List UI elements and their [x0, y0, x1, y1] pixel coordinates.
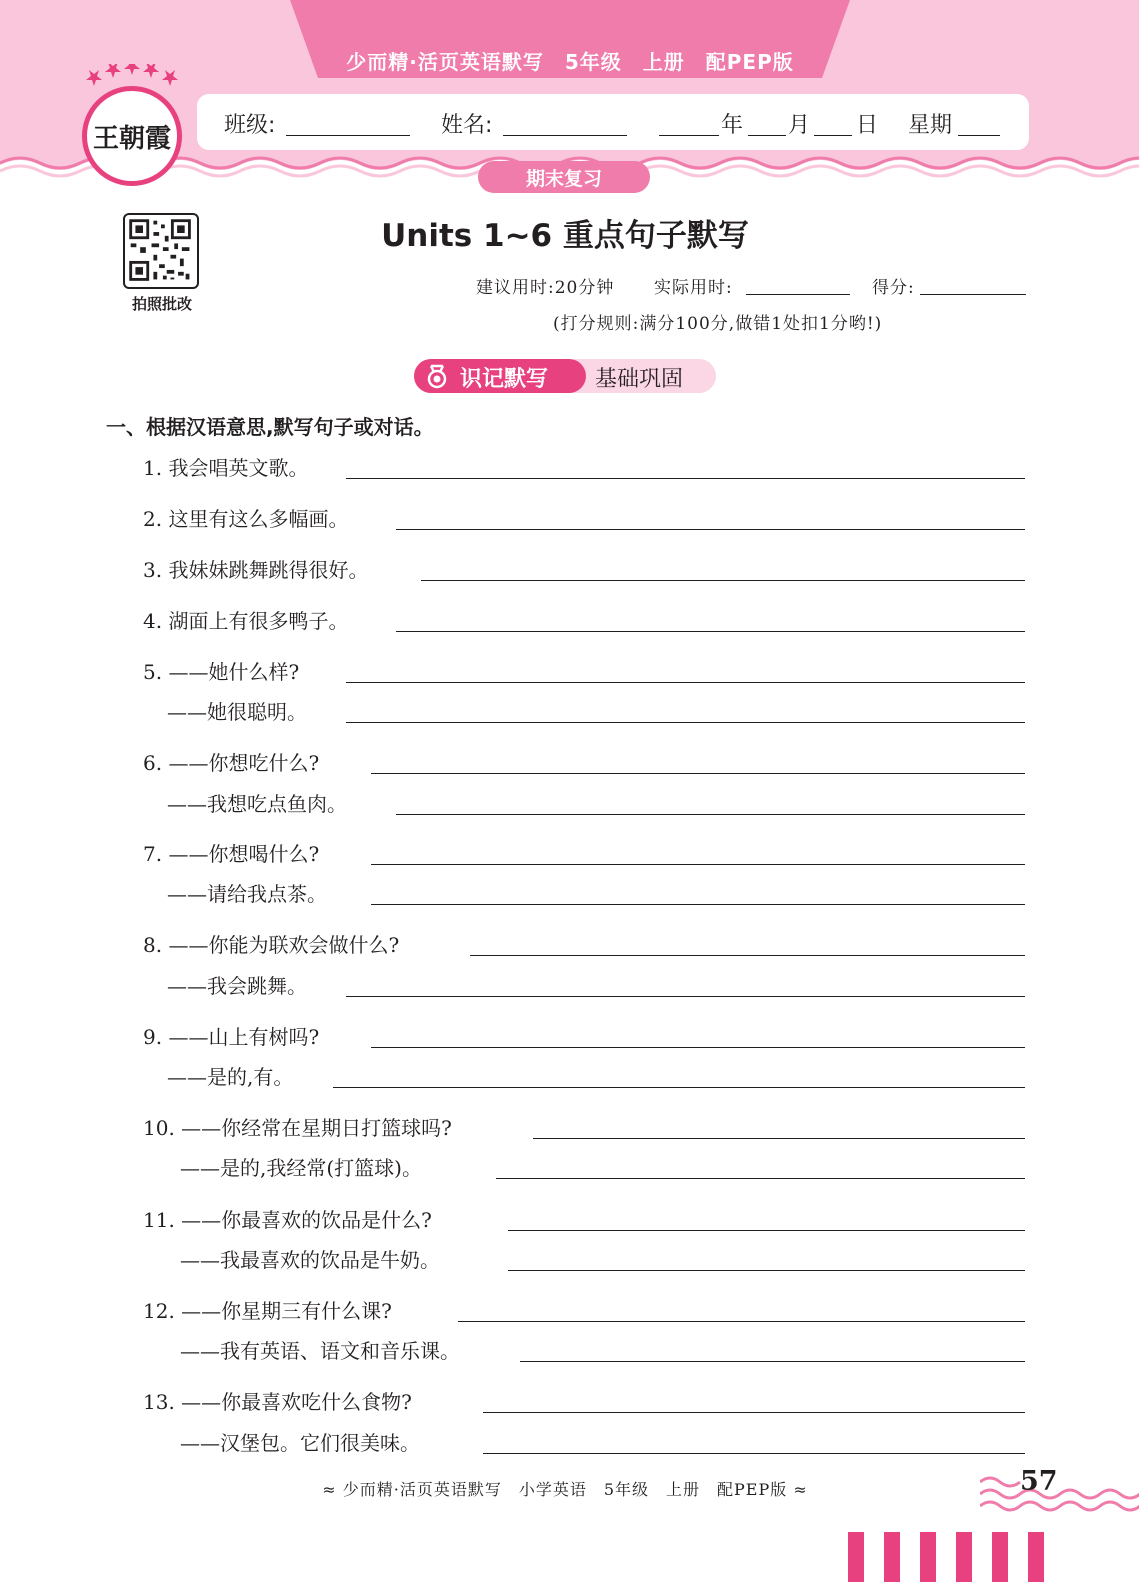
question-8-response: ——我会跳舞。 — [167, 974, 307, 998]
question-12-response-line[interactable] — [520, 1361, 1025, 1362]
day-label: 日 — [856, 113, 879, 138]
page-title: Units 1~6 重点句子默写 — [381, 218, 749, 254]
section-badge-sub: 基础巩固 — [595, 367, 684, 392]
footer-bar-decoration — [992, 1532, 1008, 1582]
actual-time-label: 实际用时: — [654, 278, 733, 298]
score-label: 得分: — [872, 278, 915, 298]
question-8-answer-line[interactable] — [470, 955, 1025, 956]
question-1-prompt: 1. 我会唱英文歌。 — [143, 456, 309, 480]
section-badge-label: 识记默写 — [460, 367, 549, 392]
question-7-prompt: 7. ——你想喝什么? — [143, 842, 320, 866]
weekday-label: 星期 — [908, 113, 953, 138]
qr-caption: 拍照批改 — [131, 295, 192, 313]
question-8-response-line[interactable] — [346, 996, 1025, 997]
question-10-response-line[interactable] — [496, 1178, 1025, 1179]
question-5-answer-line[interactable] — [346, 682, 1025, 683]
question-11-prompt: 11. ——你最喜欢的饮品是什么? — [143, 1208, 432, 1232]
question-13-response: ——汉堡包。它们很美味。 — [180, 1431, 420, 1455]
weekday-field[interactable] — [958, 135, 1000, 136]
question-7-response-line[interactable] — [371, 904, 1025, 905]
footer-bar-decoration — [884, 1532, 900, 1582]
question-3-prompt: 3. 我妹妹跳舞跳得很好。 — [143, 558, 369, 582]
question-9-response-line[interactable] — [333, 1087, 1025, 1088]
question-12-answer-line[interactable] — [458, 1321, 1025, 1322]
section-tab-label: 期末复习 — [525, 168, 602, 190]
question-13-answer-line[interactable] — [483, 1412, 1025, 1413]
question-7-response: ——请给我点茶。 — [167, 882, 327, 906]
question-5-response: ——她很聪明。 — [167, 700, 307, 724]
scoring-rule: (打分规则:满分100分,做错1处扣1分哟!) — [553, 314, 883, 334]
footer-text: ≈ 少而精·活页英语默写 小学英语 5年级 上册 配PEP版 ≈ — [322, 1480, 808, 1499]
footer-bar-decoration — [1028, 1532, 1044, 1582]
question-9-answer-line[interactable] — [371, 1047, 1025, 1048]
question-2-answer-line[interactable] — [396, 529, 1025, 530]
question-6-response-line[interactable] — [396, 814, 1025, 815]
question-11-response-line[interactable] — [508, 1270, 1025, 1271]
logo-text: 王朝霞 — [92, 124, 171, 154]
question-8-prompt: 8. ——你能为联欢会做什么? — [143, 933, 400, 957]
medal-icon — [424, 364, 450, 390]
question-1-answer-line[interactable] — [346, 478, 1025, 479]
question-6-response: ——我想吃点鱼肉。 — [167, 792, 347, 816]
score-field[interactable] — [920, 294, 1026, 295]
page-number: 57 — [1020, 1466, 1058, 1497]
instruction: 一、根据汉语意思,默写句子或对话。 — [106, 415, 434, 439]
question-4-answer-line[interactable] — [396, 631, 1025, 632]
question-5-prompt: 5. ——她什么样? — [143, 660, 300, 684]
question-3-answer-line[interactable] — [421, 580, 1025, 581]
question-13-prompt: 13. ——你最喜欢吃什么食物? — [143, 1390, 412, 1414]
question-2-prompt: 2. 这里有这么多幅画。 — [143, 507, 349, 531]
question-12-response: ——我有英语、语文和音乐课。 — [180, 1339, 460, 1363]
question-11-answer-line[interactable] — [508, 1230, 1025, 1231]
name-label: 姓名: — [441, 113, 493, 138]
year-field[interactable] — [659, 135, 719, 136]
footer-bar-decoration — [956, 1532, 972, 1582]
question-10-answer-line[interactable] — [533, 1138, 1025, 1139]
question-9-response: ——是的,有。 — [167, 1065, 294, 1089]
day-field[interactable] — [814, 135, 852, 136]
class-field[interactable] — [286, 135, 410, 136]
question-6-answer-line[interactable] — [371, 773, 1025, 774]
month-field[interactable] — [748, 135, 786, 136]
student-info-bar — [197, 94, 1029, 150]
question-12-prompt: 12. ——你星期三有什么课? — [143, 1299, 392, 1323]
series-title: 少而精·活页英语默写 5年级 上册 配PEP版 — [346, 50, 794, 74]
question-9-prompt: 9. ——山上有树吗? — [143, 1025, 320, 1049]
footer-bar-decoration — [920, 1532, 936, 1582]
name-field[interactable] — [503, 135, 627, 136]
question-11-response: ——我最喜欢的饮品是牛奶。 — [180, 1248, 440, 1272]
question-7-answer-line[interactable] — [371, 864, 1025, 865]
year-label: 年 — [721, 113, 744, 138]
footer-wave-decoration — [980, 1470, 1139, 1515]
qr-code-icon[interactable] — [123, 213, 199, 289]
question-4-prompt: 4. 湖面上有很多鸭子。 — [143, 609, 349, 633]
footer-bar-decoration — [848, 1532, 864, 1582]
question-10-prompt: 10. ——你经常在星期日打篮球吗? — [143, 1116, 452, 1140]
question-13-response-line[interactable] — [483, 1453, 1025, 1454]
month-label: 月 — [788, 113, 811, 138]
question-6-prompt: 6. ——你想吃什么? — [143, 751, 320, 775]
suggested-time: 建议用时:20分钟 — [476, 278, 615, 298]
question-10-response: ——是的,我经常(打篮球)。 — [180, 1156, 422, 1180]
actual-time-field[interactable] — [746, 294, 850, 295]
class-label: 班级: — [224, 113, 276, 138]
question-5-response-line[interactable] — [346, 722, 1025, 723]
